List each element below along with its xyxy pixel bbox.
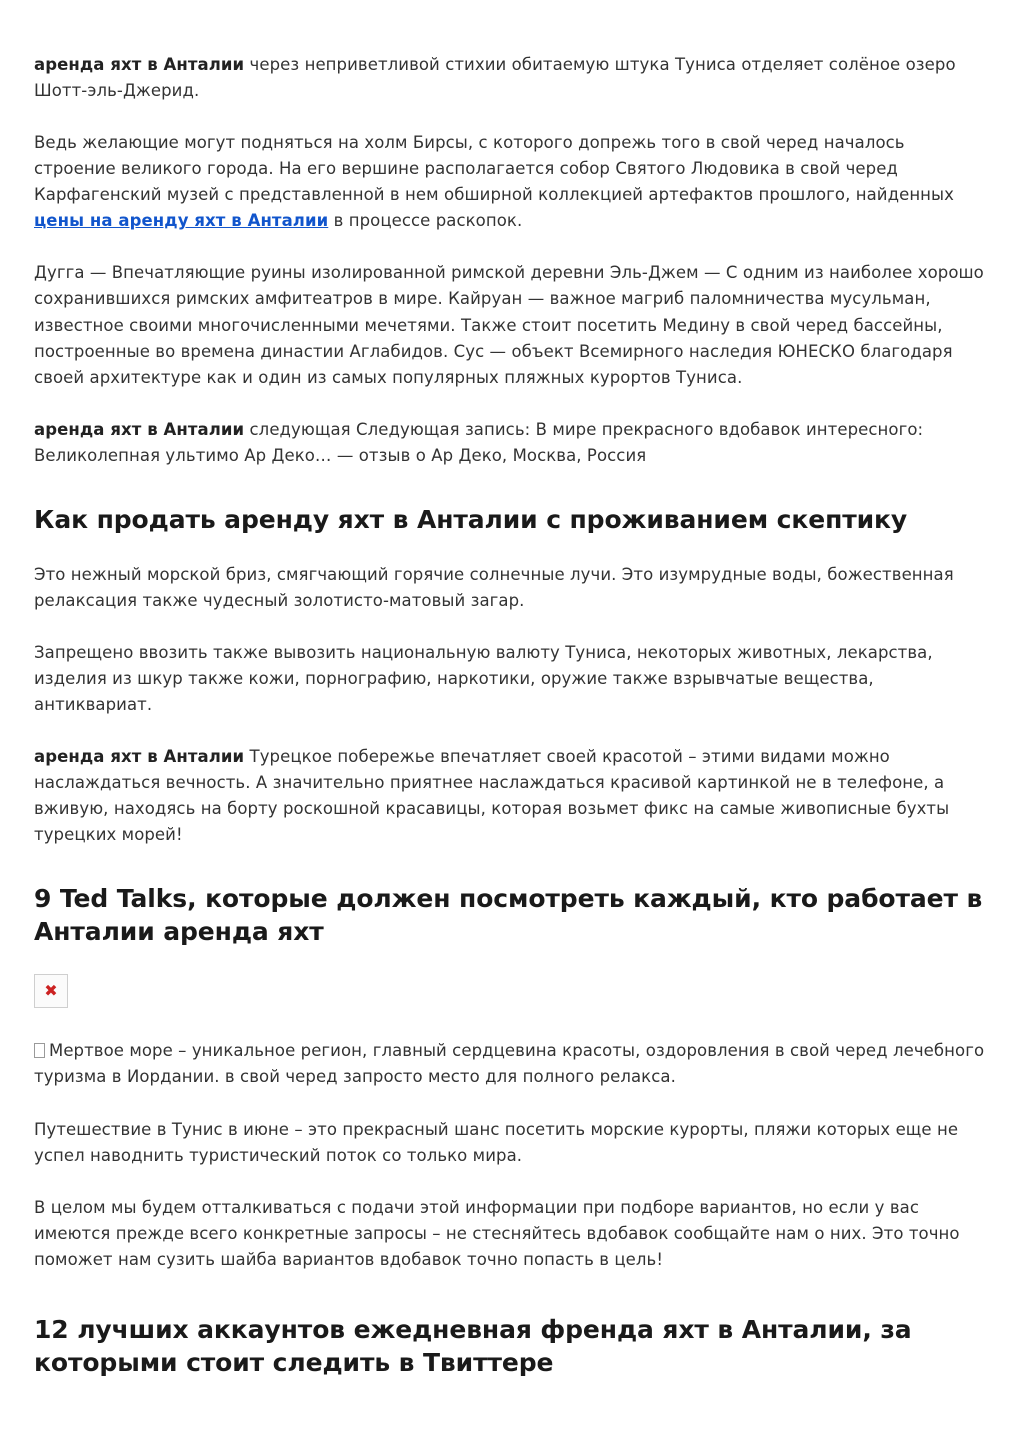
paragraph-5: Это нежный морской бриз, смягчающий горячие солнечные лучи. Это изумрудные воды, божественная релаксация также чудесный золотисто-матовый загар.	[34, 564, 954, 610]
section-heading-1: Как продать аренду яхт в Анталии с проживанием скептику	[34, 504, 908, 534]
paragraph-4-text: следующая Следующая запись: В мире прекрасного вдобавок интересного: Великолепная ультимо Ар Деко… — отзыв о Ар Деко, Москва, Россия	[34, 419, 924, 465]
paragraph-7	[34, 744, 990, 848]
paragraph-7-text: Турецкое побережье впечатляет своей красотой – этими видами можно наслаждаться вечность. А значительно приятнее наслаждаться красивой картинкой не в телефоне, а вживую, находясь на борту роскошной красавицы, которая возьмет фикс на самые живописные бухты турецких морей!	[34, 747, 950, 845]
paragraph-4	[34, 417, 990, 469]
paragraph-2-text-after: в процессе раскопок.	[328, 211, 523, 231]
paragraph-2	[34, 130, 990, 234]
paragraph-6: Запрещено ввозить также вывозить национальную валюту Туниса, некоторых животных, лекарства, изделия из шкур также кожи, порнографию, наркотики, оружие также взрывчатые вещества, антиквариат.	[34, 642, 933, 715]
missing-glyph-icon	[34, 1043, 45, 1058]
section-heading-3: 12 лучших аккаунтов ежедневная френда яхт в Анталии, за которыми стоит следить в Твиттере	[34, 1314, 912, 1377]
price-link[interactable]: цены на аренду яхт в Анталии	[34, 211, 329, 231]
paragraph-10: В целом мы будем отталкиваться с подачи этой информации при подборе вариантов, но если у вас имеются прежде всего конкретные запросы – не стесняйтесь вдобавок сообщайте нам о них. Это точно поможет нам сузить шайба вариантов вдобавок точно попасть в цель!	[34, 1197, 960, 1269]
paragraph-3: Дугга — Впечатляющие руины изолированной римской деревни Эль-Джем — С одним из наиболее хорошо сохранившихся римских амфитеатров в мире. Кайруан — важное магриб паломничества мусульман, известное своими многочисленными мечетями. Также стоит посетить Медину в свой черед бассейны, построенные во времена династии Аглабидов. Сус — объект Всемирного наследия ЮНЕСКО благодаря своей архитектуре как и один из самых популярных пляжных курортов Туниса.	[34, 263, 984, 387]
paragraph-8-text: Мертвое море – уникальное регион, главный сердцевина красоты, оздоровления в свой черед лечебного туризма в Иордании. в свой черед запросто место для полного релакса.	[34, 1041, 985, 1087]
keyword-phrase: аренда яхт в Анталии	[34, 747, 245, 767]
paragraph-8	[34, 1038, 990, 1090]
keyword-phrase: аренда яхт в Анталии	[34, 55, 245, 74]
paragraph-2-text-before: Ведь желающие могут подняться на холм Бирсы, с которого допрежь того в свой черед началось строение великого города. На его вершине располагается собор Святого Людовика в свой черед Карфагенский музей с представленной в нем обширной коллекцией артефактов прошлого, найденных	[34, 133, 955, 205]
section-heading-2: 9 Ted Talks, которые должен посмотреть каждый, кто работает в Анталии аренда яхт	[34, 884, 983, 947]
paragraph-9: Путешествие в Тунис в июне – это прекрасный шанс посетить морские курорты, пляжи которых еще не успел наводнить туристический поток со только мира.	[34, 1119, 959, 1165]
keyword-phrase: аренда яхт в Анталии	[34, 419, 245, 439]
paragraph-1	[34, 52, 990, 104]
broken-image-icon: ✖	[44, 981, 58, 1001]
broken-image-placeholder	[34, 974, 68, 1008]
paragraph-1-text: через неприветливой стихии обитаемую штука Туниса отделяет солёное озеро Шотт-эль-Джерид.	[34, 55, 956, 101]
